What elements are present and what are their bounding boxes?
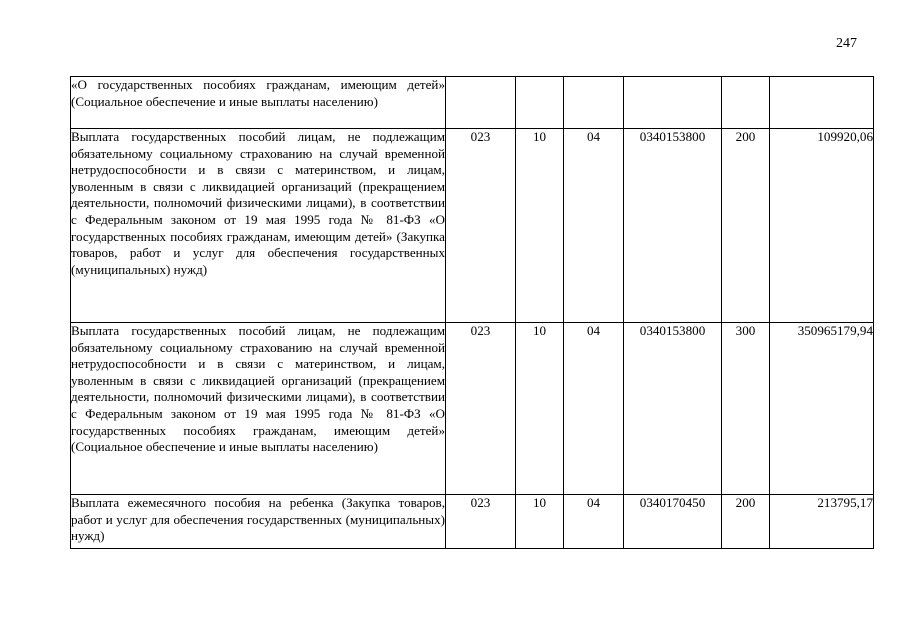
- page-number: 247: [836, 36, 857, 51]
- expense-type-cell: [722, 77, 770, 129]
- amount-cell: [770, 77, 874, 129]
- expense-type-cell: 200: [722, 129, 770, 323]
- ministry-code-cell: [446, 77, 516, 129]
- row-description: Выплата государственных пособий лицам, не подлежащим обязательному социальному страхованию на случай временной нетрудоспособности и в связи с материнством, и лицам, уволенным в связи с ликвидацией организаций (прекращением деятельности, полномочий физическими лицами), в соответствии с Федеральным законом от 19 мая 1995 года № 81-ФЗ «О государственных пособиях гражданам, имеющим детей» (Социальное обеспечение и иные выплаты населению): [71, 323, 446, 495]
- target-article-cell: 0340153800: [624, 323, 722, 495]
- amount-cell: 350965179,94: [770, 323, 874, 495]
- expense-type-cell: 200: [722, 495, 770, 549]
- amount-cell: 213795,17: [770, 495, 874, 549]
- table-row: [71, 495, 874, 549]
- row-description: Выплата ежемесячного пособия на ребенка (Закупка товаров, работ и услуг для обеспечения государственных (муниципальных) нужд): [71, 495, 446, 549]
- budget-table: [70, 76, 874, 549]
- subsection-code-cell: 04: [564, 495, 624, 549]
- target-article-cell: 0340170450: [624, 495, 722, 549]
- table-row: [71, 77, 874, 129]
- table-row: [71, 323, 874, 495]
- table-row: [71, 129, 874, 323]
- section-code-cell: [516, 77, 564, 129]
- row-description: «О государственных пособиях гражданам, имеющим детей» (Социальное обеспечение и иные выплаты населению): [71, 77, 446, 129]
- ministry-code-cell: 023: [446, 495, 516, 549]
- ministry-code-cell: 023: [446, 323, 516, 495]
- target-article-cell: [624, 77, 722, 129]
- amount-cell: 109920,06: [770, 129, 874, 323]
- expense-type-cell: 300: [722, 323, 770, 495]
- ministry-code-cell: 023: [446, 129, 516, 323]
- section-code-cell: 10: [516, 323, 564, 495]
- row-description: Выплата государственных пособий лицам, не подлежащим обязательному социальному страхованию на случай временной нетрудоспособности и в связи с материнством, и лицам, уволенным в связи с ликвидацией организаций (прекращением деятельности, полномочий физическими лицами), в соответствии с Федеральным законом от 19 мая 1995 года № 81-ФЗ «О государственных пособиях гражданам, имеющим детей» (Закупка товаров, работ и услуг для обеспечения государственных (муниципальных) нужд): [71, 129, 446, 323]
- section-code-cell: 10: [516, 495, 564, 549]
- section-code-cell: 10: [516, 129, 564, 323]
- subsection-code-cell: 04: [564, 129, 624, 323]
- target-article-cell: 0340153800: [624, 129, 722, 323]
- subsection-code-cell: 04: [564, 323, 624, 495]
- subsection-code-cell: [564, 77, 624, 129]
